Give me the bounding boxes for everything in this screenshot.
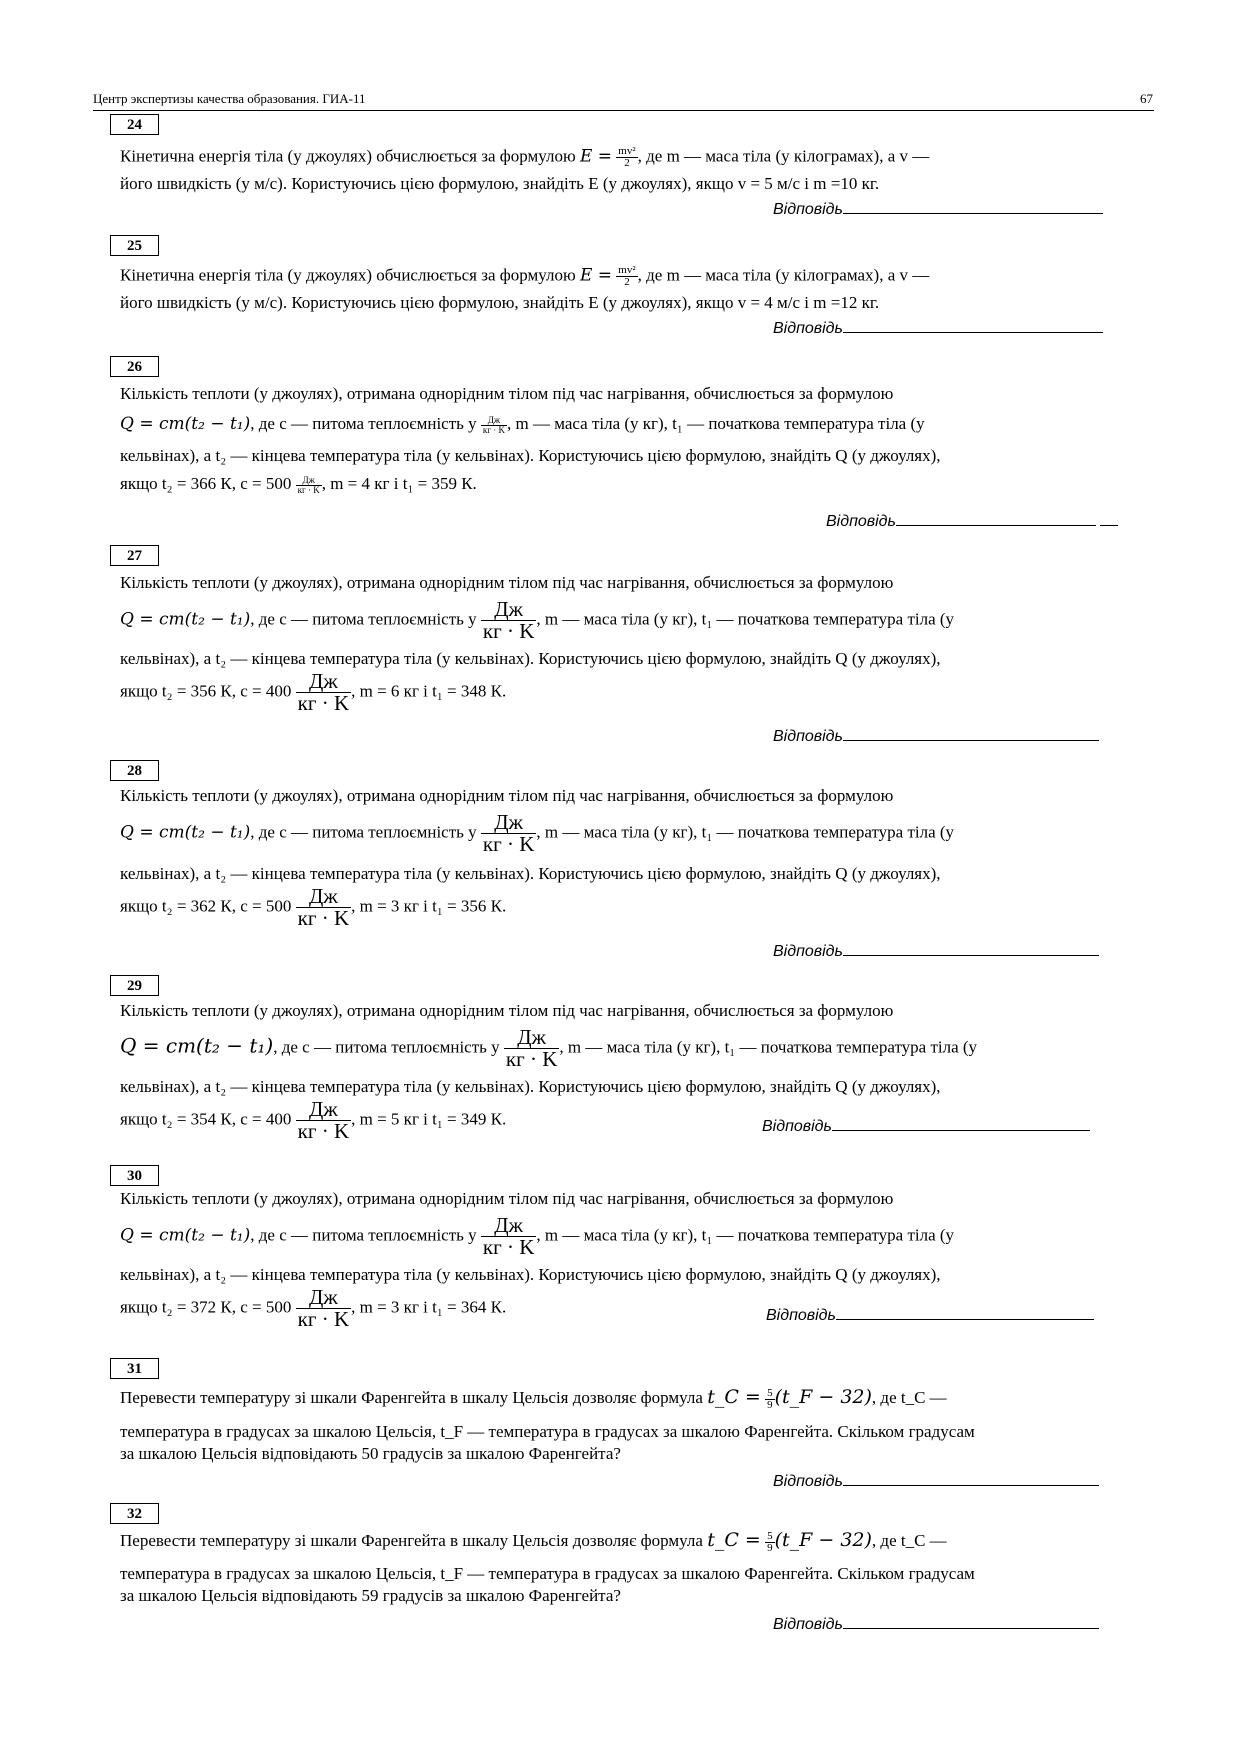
- formula: Q = cm(t₂ − t₁): [120, 822, 251, 843]
- task-number: 30: [110, 1165, 159, 1186]
- task-number: 32: [110, 1503, 159, 1524]
- task-number: 27: [110, 545, 159, 566]
- fraction: $\frac{5}{9}$: [767, 1529, 773, 1554]
- task-text-line: Q = cm(t₂ − t₁), де c — питома теплоємність у $\frac{Дж}{кг \cdot K}$ , m — маса тіла (у кг), t₁ — початкова температура тіла (у: [120, 597, 955, 643]
- task-text-line: Кінетична енергія тіла (у джоулях) обчислюється за формулою E = $\frac{\text{mv²}}{2}$ , де m — маса тіла (у кілограмах), а v —: [120, 145, 930, 169]
- task-text-line: кельвінах), а t₂ — кінцева температура тіла (у кельвінах). Користуючись цією формулою, знайдіть Q (у джоулях),: [120, 1077, 941, 1096]
- answer-field[interactable]: Відповідь: [773, 199, 1103, 219]
- answer-field[interactable]: Відповідь: [773, 941, 1099, 961]
- task-text-line: якщо t₂ = 362 К, c = 500 $\frac{Дж}{кг \cdot K}$ , m = 3 кг і t₁ = 356 К.: [120, 884, 507, 930]
- formula: Q = cm(t₂ − t₁): [120, 609, 251, 630]
- answer-field[interactable]: Відповідь: [762, 1116, 1090, 1136]
- task-text-line: кельвінах), а t₂ — кінцева температура тіла (у кельвінах). Користуючись цією формулою, знайдіть Q (у джоулях),: [120, 446, 941, 465]
- task-number: 26: [110, 356, 159, 377]
- answer-field[interactable]: Відповідь: [773, 1471, 1099, 1491]
- fraction: $\frac{\text{mv²}}{2}$: [618, 145, 636, 169]
- task-text-line: Кількість теплоти (у джоулях), отримана однорідним тілом під час нагрівання, обчислюється за формулою: [120, 384, 894, 403]
- task-text-line: кельвінах), а t₂ — кінцева температура тіла (у кельвінах). Користуючись цією формулою, знайдіть Q (у джоулях),: [120, 1265, 941, 1284]
- task-text-line: Кінетична енергія тіла (у джоулях) обчислюється за формулою E = $\frac{\text{mv²}}{2}$ , де m — маса тіла (у кілограмах), а v —: [120, 264, 930, 288]
- task-text-line: температура в градусах за шкалою Цельсія, t_F — температура в градусах за шкалою Фаренгейта. Скільком градусам: [120, 1564, 975, 1583]
- fraction: $\frac{\text{mv²}}{2}$: [618, 264, 636, 288]
- task-text-line: Кількість теплоти (у джоулях), отримана однорідним тілом під час нагрівання, обчислюється за формулою: [120, 786, 894, 805]
- task-text-line: якщо t₂ = 366 К, c = 500 $\frac{Дж}{кг \cdot K}$ , m = 4 кг і t₁ = 359 К.: [120, 474, 477, 495]
- unit-fraction: $\frac{Дж}{кг \cdot K}$: [482, 414, 505, 435]
- formula: t_C =: [707, 1529, 761, 1551]
- task-text-line: Перевести температуру зі шкали Фаренгейта в шкалу Цельсія дозволяє формула t_C = $\frac{5}{9}$ (t_F − 32), де t_C —: [120, 1529, 947, 1554]
- task-number: 24: [110, 114, 159, 135]
- task-number: 25: [110, 235, 159, 256]
- formula: Q = cm(t₂ − t₁): [120, 414, 251, 434]
- unit-fraction: $\frac{Дж}{кг \cdot K}$: [297, 884, 350, 930]
- formula: Q = cm(t₂ − t₁): [120, 1033, 274, 1058]
- task-text-line: якщо t₂ = 372 К, c = 500 $\frac{Дж}{кг \cdot K}$ , m = 3 кг і t₁ = 364 К.: [120, 1285, 507, 1331]
- task-number: 28: [110, 760, 159, 781]
- task-text-line: Q = cm(t₂ − t₁), де c — питома теплоємність у $\frac{Дж}{кг \cdot K}$ , m — маса тіла (у кг), t₁ — початкова температура тіла (у: [120, 1213, 955, 1259]
- unit-fraction: $\frac{Дж}{кг \cdot K}$: [297, 669, 350, 715]
- unit-fraction: $\frac{Дж}{кг \cdot K}$: [297, 1097, 350, 1143]
- task-text-line: Q = cm(t₂ − t₁), де c — питома теплоємність у $\frac{Дж}{кг \cdot K}$ , m — маса тіла (у кг), t₁ — початкова температура тіла (у: [120, 414, 925, 435]
- task-text-line: Кількість теплоти (у джоулях), отримана однорідним тілом під час нагрівання, обчислюється за формулою: [120, 1189, 894, 1208]
- task-text-line: кельвінах), а t₂ — кінцева температура тіла (у кельвінах). Користуючись цією формулою, знайдіть Q (у джоулях),: [120, 864, 941, 883]
- unit-fraction: $\frac{Дж}{кг \cdot K}$: [482, 810, 535, 856]
- task-text-line: кельвінах), а t₂ — кінцева температура тіла (у кельвінах). Користуючись цією формулою, знайдіть Q (у джоулях),: [120, 649, 941, 668]
- unit-fraction: $\frac{Дж}{кг \cdot K}$: [482, 597, 535, 643]
- task-text-line: його швидкість (у м/с). Користуючись цією формулою, знайдіть E (у джоулях), якщо v = 5 м/с і m =10 кг.: [120, 174, 880, 193]
- formula: E =: [579, 265, 613, 286]
- task-text-line: якщо t₂ = 354 К, c = 400 $\frac{Дж}{кг \cdot K}$ , m = 5 кг і t₁ = 349 К.: [120, 1097, 507, 1143]
- answer-field[interactable]: Відповідь: [773, 726, 1099, 746]
- task-text-line: Q = cm(t₂ − t₁), де c — питома теплоємність у $\frac{Дж}{кг \cdot K}$ , m — маса тіла (у кг), t₁ — початкова температура тіла (у: [120, 1025, 978, 1071]
- answer-field[interactable]: Відповідь: [826, 511, 1118, 531]
- task-text-line: якщо t₂ = 356 К, c = 400 $\frac{Дж}{кг \cdot K}$ , m = 6 кг і t₁ = 348 К.: [120, 669, 507, 715]
- task-number: 31: [110, 1358, 159, 1379]
- task-text-line: Кількість теплоти (у джоулях), отримана однорідним тілом під час нагрівання, обчислюється за формулою: [120, 1001, 894, 1020]
- task-text-line: температура в градусах за шкалою Цельсія, t_F — температура в градусах за шкалою Фаренгейта. Скільком градусам: [120, 1422, 975, 1441]
- task-text-line: за шкалою Цельсія відповідають 50 градусів за шкалою Фаренгейта?: [120, 1444, 621, 1463]
- task-text-line: Перевести температуру зі шкали Фаренгейта в шкалу Цельсія дозволяє формула t_C = $\frac{5}{9}$ (t_F − 32), де t_C —: [120, 1386, 947, 1411]
- header-title: Центр экспертизы качества образования. ГИА-11: [93, 91, 366, 106]
- answer-field[interactable]: Відповідь: [773, 1614, 1099, 1634]
- formula: Q = cm(t₂ − t₁): [120, 1225, 251, 1246]
- task-text-line: Кількість теплоти (у джоулях), отримана однорідним тілом під час нагрівання, обчислюється за формулою: [120, 573, 894, 592]
- formula: E =: [579, 146, 613, 167]
- task-number: 29: [110, 975, 159, 996]
- unit-fraction: $\frac{Дж}{кг \cdot K}$: [297, 474, 320, 495]
- formula: t_C =: [707, 1386, 761, 1408]
- answer-field[interactable]: Відповідь: [766, 1305, 1094, 1325]
- page-number: 67: [1140, 91, 1153, 106]
- task-text-line: Q = cm(t₂ − t₁), де c — питома теплоємність у $\frac{Дж}{кг \cdot K}$ , m — маса тіла (у кг), t₁ — початкова температура тіла (у: [120, 810, 955, 856]
- unit-fraction: $\frac{Дж}{кг \cdot K}$: [482, 1213, 535, 1259]
- task-text-line: його швидкість (у м/с). Користуючись цією формулою, знайдіть E (у джоулях), якщо v = 4 м/с і m =12 кг.: [120, 293, 880, 312]
- fraction: $\frac{5}{9}$: [767, 1386, 773, 1411]
- answer-field[interactable]: Відповідь: [773, 318, 1103, 338]
- unit-fraction: $\frac{Дж}{кг \cdot K}$: [297, 1285, 350, 1331]
- task-text-line: за шкалою Цельсія відповідають 59 градусів за шкалою Фаренгейта?: [120, 1586, 621, 1605]
- header-rule: [93, 110, 1154, 111]
- unit-fraction: $\frac{Дж}{кг \cdot K}$: [505, 1025, 558, 1071]
